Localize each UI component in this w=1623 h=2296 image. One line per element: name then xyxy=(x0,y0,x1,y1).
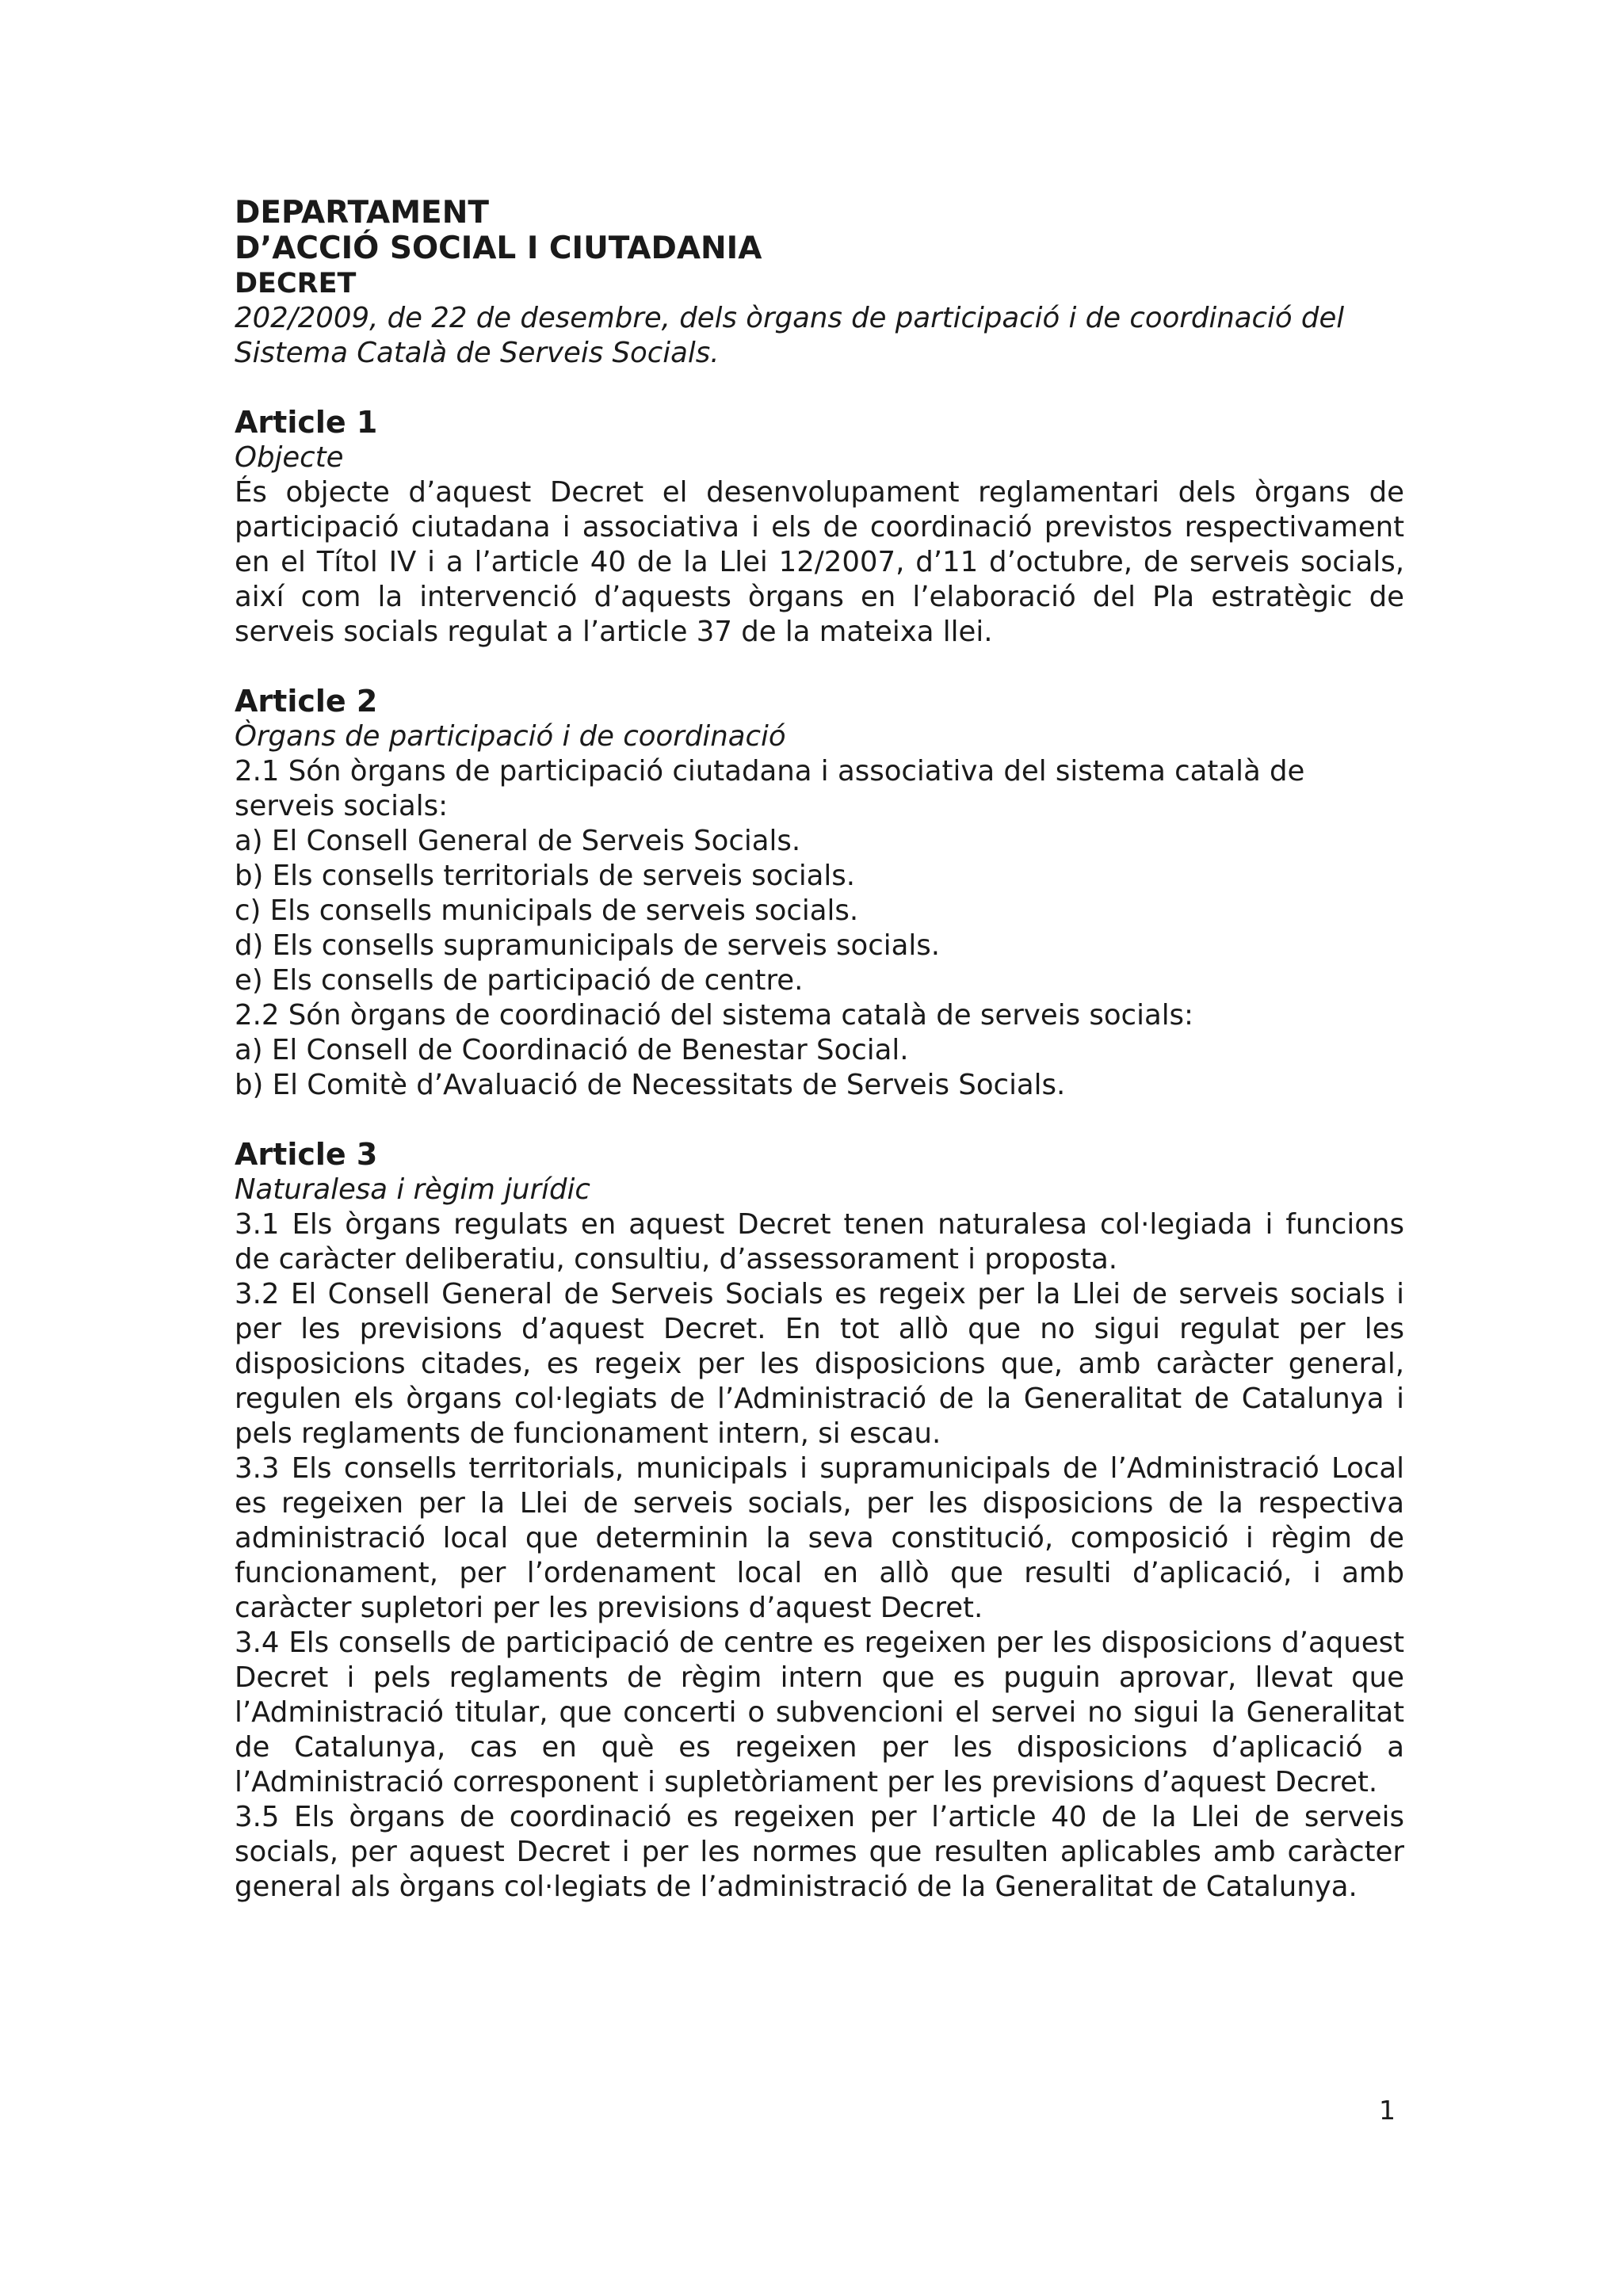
article-3-paragraph: 3.3 Els consells territorials, municipals i supramunicipals de l’Administració Local es regeixen per la Llei de serveis socials, per les disposicions de la respectiva administració local que determinin la seva constitució, composició i règim de funcionament, per l’ordenament local en allò que resulti d’aplicació, i amb caràcter supletori per les previsions d’aquest Decret. xyxy=(235,1452,1404,1624)
list-item: a) El Consell General de Serveis Socials. xyxy=(235,825,801,857)
list-item: c) Els consells municipals de serveis socials. xyxy=(235,894,859,927)
list-item: b) El Comitè d’Avaluació de Necessitats de Serveis Socials. xyxy=(235,1069,1066,1101)
decree-label: DECRET xyxy=(235,268,357,299)
list-item: d) Els consells supramunicipals de serveis socials. xyxy=(235,929,941,962)
article-1-title: Article 1 xyxy=(235,405,378,440)
article-2-paragraph: 2.2 Són òrgans de coordinació del sistema català de serveis socials: xyxy=(235,999,1194,1032)
article-1-paragraph: És objecte d’aquest Decret el desenvolupament reglamentari dels òrgans de participació ciutadana i associativa i els de coordinació previstos respectivament en el Títol IV i a l’article 40 de la Llei 12/2007, d’11 d’octubre, de serveis socials, així com la intervenció d’aquests òrgans en l’elaboració del Pla estratègic de serveis socials regulat a l’article 37 de la mateixa llei. xyxy=(235,476,1404,648)
article-3-title: Article 3 xyxy=(235,1137,378,1172)
article-3-paragraph: 3.2 El Consell General de Serveis Socials es regeix per la Llei de serveis socials i per les previsions d’aquest Decret. En tot allò que no sigui regulat per les disposicions citades, es regeix per les disposicions que, amb caràcter general, regulen els òrgans col·legiats de l’Administració de la Generalitat de Catalunya i pels reglaments de funcionament intern, si escau. xyxy=(235,1278,1404,1450)
decree-title: 202/2009, de 22 de desembre, dels òrgans de participació i de coordinació del Sistema Català de Serveis Socials. xyxy=(235,302,1345,369)
article-3-paragraph: 3.4 Els consells de participació de centre es regeixen per les disposicions d’aquest Decret i pels reglaments de règim intern que es puguin aprovar, llevat que l’Administració titular, que concerti o subvencioni el servei no sigui la Generalitat de Catalunya, cas en què es regeixen per les disposicions d’aplicació a l’Administració corresponent i supletòriament per les previsions d’aquest Decret. xyxy=(235,1627,1404,1798)
article-1-subtitle: Objecte xyxy=(235,441,344,474)
article-3-paragraph: 3.5 Els òrgans de coordinació es regeixen per l’article 40 de la Llei de serveis socials, per aquest Decret i per les normes que resulten aplicables amb caràcter general als òrgans col·legiats de l’administració de la Generalitat de Catalunya. xyxy=(235,1801,1404,1903)
article-2-subtitle: Òrgans de participació i de coordinació xyxy=(235,720,786,753)
article-2-paragraph: 2.1 Són òrgans de participació ciutadana i associativa del sistema català de serveis socials: xyxy=(235,755,1305,822)
list-item: e) Els consells de participació de centre. xyxy=(235,964,804,997)
list-item: a) El Consell de Coordinació de Benestar Social. xyxy=(235,1034,909,1066)
article-2-title: Article 2 xyxy=(235,684,378,719)
article-3-subtitle: Naturalesa i règim jurídic xyxy=(235,1173,590,1206)
department-name: D’ACCIÓ SOCIAL I CIUTADANIA xyxy=(235,231,762,266)
page-number: 1 xyxy=(1379,2095,1396,2126)
document-page xyxy=(235,195,1404,1905)
article-3-paragraph: 3.1 Els òrgans regulats en aquest Decret tenen naturalesa col·legiada i funcions de caràcter deliberatiu, consultiu, d’assessorament i proposta. xyxy=(235,1208,1404,1276)
department-heading: DEPARTAMENT xyxy=(235,195,489,231)
list-item: b) Els consells territorials de serveis socials. xyxy=(235,860,856,892)
